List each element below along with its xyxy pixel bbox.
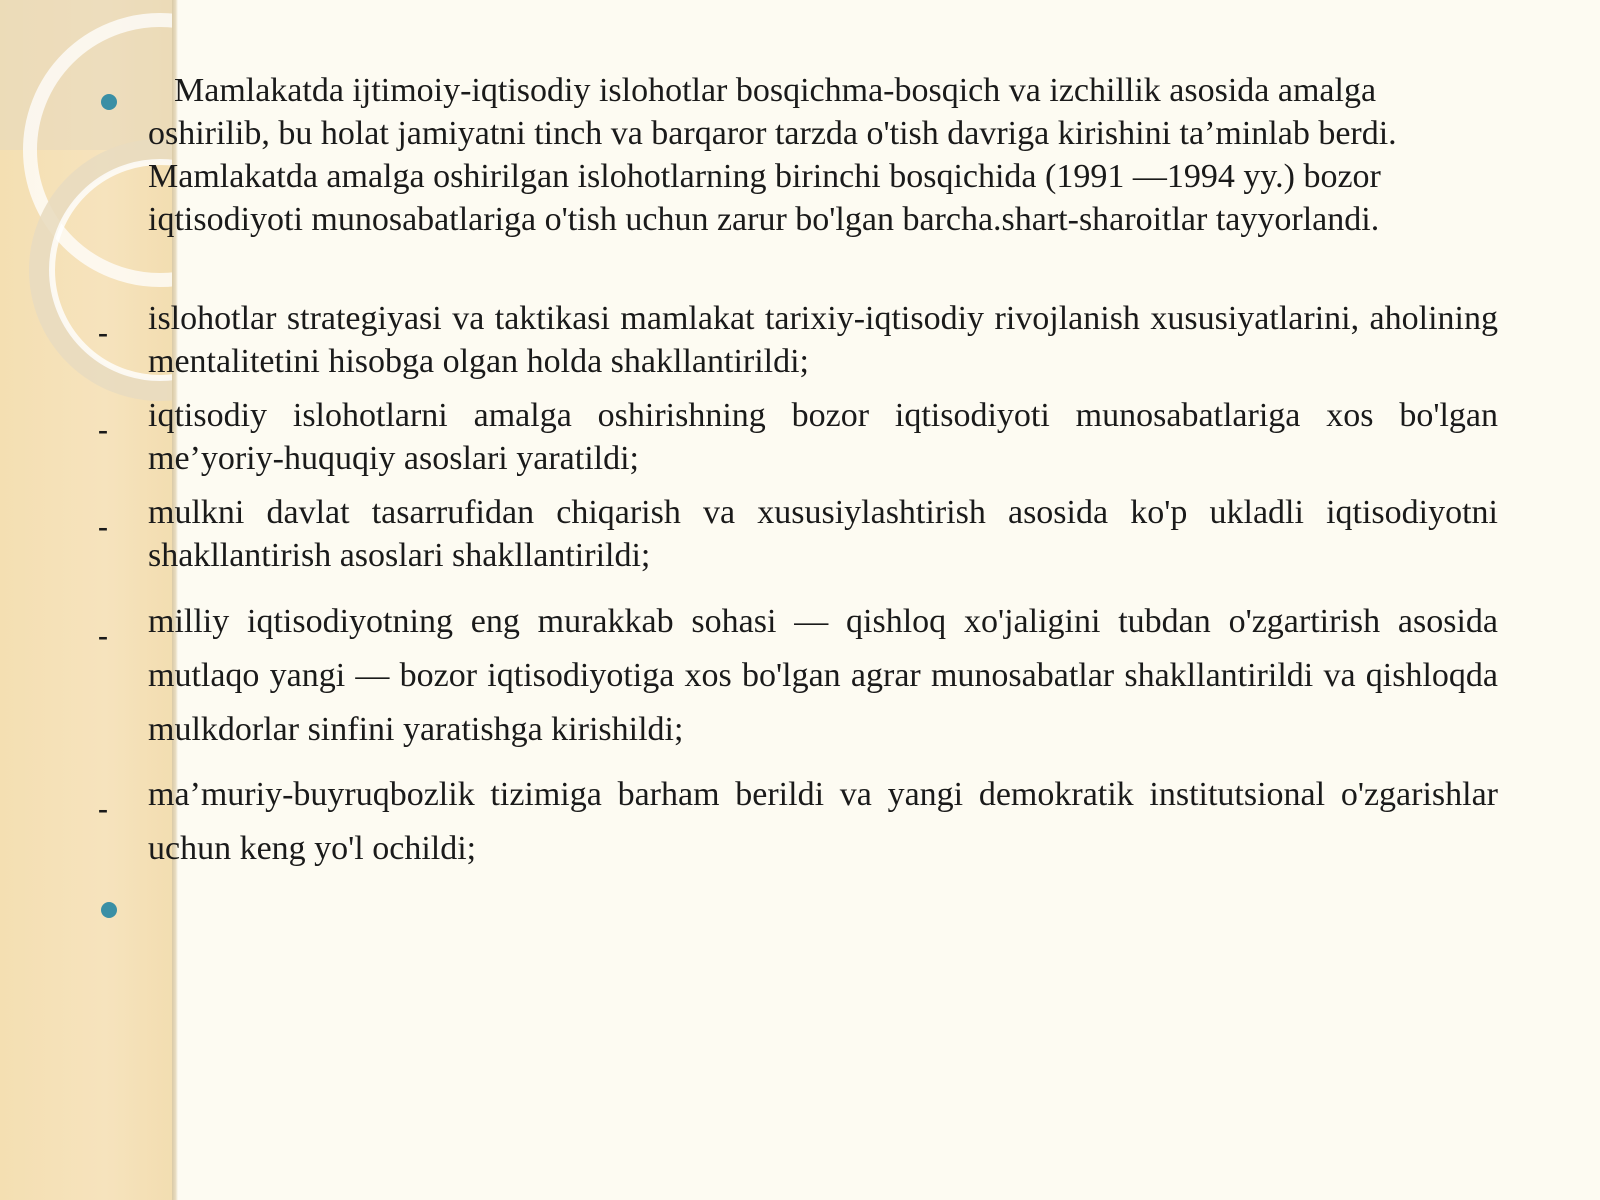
bullet-dot-icon xyxy=(101,902,117,918)
list-item xyxy=(148,768,1498,876)
bullet-dot-icon xyxy=(101,94,117,110)
list-item-text: iqtisodiy islohotlarni amalga oshirishning bozor iqtisodiyoti munosabatlariga xos bo'lgan me’yoriy-huquqiy asoslari yaratildi; xyxy=(148,397,1498,477)
dash-marker: - xyxy=(98,619,108,652)
list-item xyxy=(148,491,1498,577)
intro-paragraph xyxy=(148,69,1496,241)
list-item xyxy=(148,297,1498,383)
list-item-text: mulkni davlat tasarrufidan chiqarish va xususiylashtirish asosida ko'p ukladli iqtisodiyotni shakllantirish asoslari shakllantirildi; xyxy=(148,494,1498,574)
dash-marker: - xyxy=(98,792,108,825)
intro-text: Mamlakatda ijtimoiy-iqtisodiy islohotlar bosqichma-bosqich va izchillik asosida amalga oshirilib, bu holat jamiyatni tinch va barqaror tarzda o'tish davriga kirishini ta’minlab berdi. Mamlakatda amalga oshirilgan islohotlarning birinchi bosqichida (1991 —1994 yy.) bozor iqtisodiyoti munosabatlariga o'tish uchun zarur bo'lgan barcha.shart-sharoitlar tayyorlandi. xyxy=(148,72,1397,238)
dash-marker: - xyxy=(98,413,108,446)
list-item-text: ma’muriy-buyruqbozlik tizimiga barham berildi va yangi demokratik institutsional o'zgarishlar uchun keng yo'l ochildi; xyxy=(148,776,1498,867)
list-item-text: milliy iqtisodiyotning eng murakkab sohasi — qishloq xo'jaligini tubdan o'zgartirish asosida mutlaqo yangi — bozor iqtisodiyotiga xos bo'lgan agrar munosabatlar shakllantirildi va qishloqda mulkdorlar sinfini yaratishga kirishildi; xyxy=(148,603,1498,748)
list-item xyxy=(148,595,1498,757)
dash-marker: - xyxy=(98,510,108,543)
list-item-text: islohotlar strategiyasi va taktikasi mamlakat tarixiy-iqtisodiy rivojlanish xususiyatlarini, aholining mentalitetini hisobga olgan holda shakllantirildi; xyxy=(148,300,1498,380)
list-item xyxy=(148,394,1498,480)
dash-marker: - xyxy=(98,316,108,349)
